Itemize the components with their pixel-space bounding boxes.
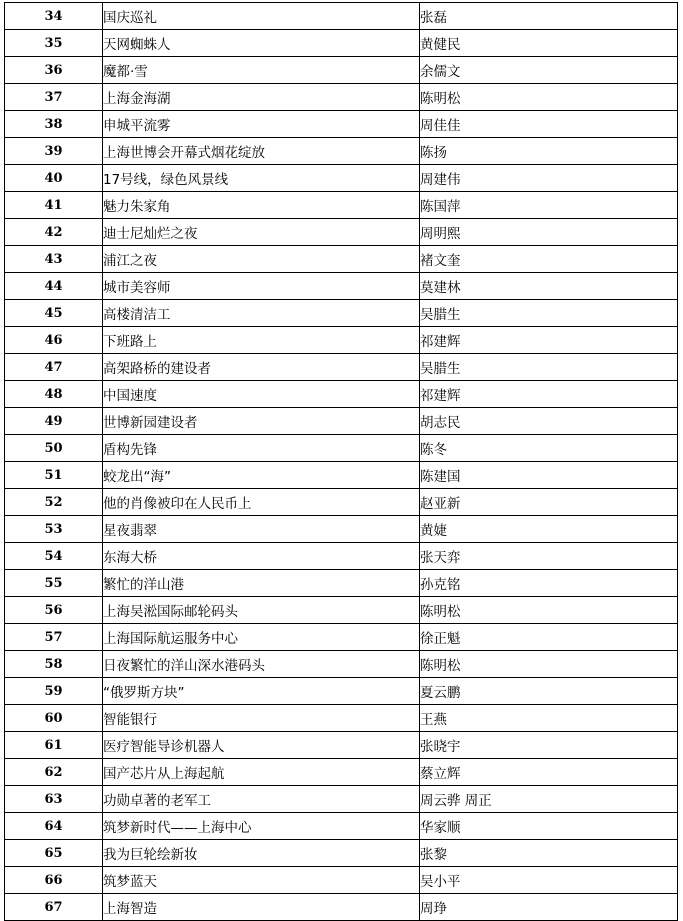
- entry-number-cell: 53: [5, 516, 103, 543]
- entry-title-cell: 国产芯片从上海起航: [103, 759, 420, 786]
- entry-title-cell: 上海金海湖: [103, 84, 420, 111]
- entry-number-cell: 40: [5, 165, 103, 192]
- table-row: [5, 840, 678, 867]
- entry-number-cell: 37: [5, 84, 103, 111]
- entry-title-cell: 魅力朱家角: [103, 192, 420, 219]
- entry-title-cell: 上海吴淞国际邮轮码头: [103, 597, 420, 624]
- entry-number-cell: 65: [5, 840, 103, 867]
- entry-title-cell: 筑梦蓝天: [103, 867, 420, 894]
- entry-number-cell: 34: [5, 3, 103, 30]
- entry-number-cell: 46: [5, 327, 103, 354]
- table-row: [5, 327, 678, 354]
- table-row: [5, 273, 678, 300]
- entry-title-cell: 上海世博会开幕式烟花绽放: [103, 138, 420, 165]
- entry-title-cell: 我为巨轮绘新妆: [103, 840, 420, 867]
- entry-number-cell: 54: [5, 543, 103, 570]
- entry-number-cell: 61: [5, 732, 103, 759]
- entry-author-cell: 周明熙: [420, 219, 678, 246]
- entry-number-cell: 58: [5, 651, 103, 678]
- entry-number-cell: 39: [5, 138, 103, 165]
- entry-author-cell: 吴腊生: [420, 354, 678, 381]
- entry-author-cell: 张晓宇: [420, 732, 678, 759]
- entry-title-cell: 蛟龙出“海”: [103, 462, 420, 489]
- entry-title-cell: 筑梦新时代——上海中心: [103, 813, 420, 840]
- entry-number-cell: 42: [5, 219, 103, 246]
- entry-title-cell: 下班路上: [103, 327, 420, 354]
- table-row: [5, 813, 678, 840]
- entry-title-cell: 盾构先锋: [103, 435, 420, 462]
- entry-author-cell: 吴腊生: [420, 300, 678, 327]
- table-row: [5, 570, 678, 597]
- entry-author-cell: 祁建辉: [420, 381, 678, 408]
- entry-title-cell: 智能银行: [103, 705, 420, 732]
- entry-number-cell: 56: [5, 597, 103, 624]
- entry-author-cell: 周建伟: [420, 165, 678, 192]
- table-row: [5, 516, 678, 543]
- entry-author-cell: 陈明松: [420, 651, 678, 678]
- entry-author-cell: 陈扬: [420, 138, 678, 165]
- table-row: [5, 651, 678, 678]
- table-row: [5, 462, 678, 489]
- table-row: [5, 246, 678, 273]
- entry-title-cell: 世博新园建设者: [103, 408, 420, 435]
- entry-title-cell: 东海大桥: [103, 543, 420, 570]
- entry-number-cell: 44: [5, 273, 103, 300]
- entry-number-cell: 62: [5, 759, 103, 786]
- entry-author-cell: 褚文奎: [420, 246, 678, 273]
- entry-number-cell: 36: [5, 57, 103, 84]
- entry-title-cell: 上海智造: [103, 894, 420, 921]
- entry-author-cell: 黄婕: [420, 516, 678, 543]
- entry-author-cell: 王燕: [420, 705, 678, 732]
- entry-author-cell: 华家顺: [420, 813, 678, 840]
- entry-author-cell: 蔡立辉: [420, 759, 678, 786]
- entry-title-cell: 浦江之夜: [103, 246, 420, 273]
- entry-number-cell: 50: [5, 435, 103, 462]
- entry-author-cell: 祁建辉: [420, 327, 678, 354]
- entry-author-cell: 陈建国: [420, 462, 678, 489]
- table-row: [5, 3, 678, 30]
- entry-number-cell: 64: [5, 813, 103, 840]
- table-row: [5, 705, 678, 732]
- entry-author-cell: 赵亚新: [420, 489, 678, 516]
- entry-author-cell: 徐正魁: [420, 624, 678, 651]
- table-row: [5, 192, 678, 219]
- entry-author-cell: 陈明松: [420, 597, 678, 624]
- table-row: [5, 867, 678, 894]
- table-row: [5, 597, 678, 624]
- entry-number-cell: 43: [5, 246, 103, 273]
- entry-title-cell: 他的肖像被印在人民币上: [103, 489, 420, 516]
- entry-title-cell: “俄罗斯方块”: [103, 678, 420, 705]
- entry-number-cell: 67: [5, 894, 103, 921]
- table-row: [5, 678, 678, 705]
- table-row: [5, 165, 678, 192]
- table-row: [5, 732, 678, 759]
- entry-number-cell: 59: [5, 678, 103, 705]
- entry-title-cell: 高架路桥的建设者: [103, 354, 420, 381]
- entry-author-cell: 夏云鹏: [420, 678, 678, 705]
- table-row: [5, 111, 678, 138]
- entry-title-cell: 医疗智能导诊机器人: [103, 732, 420, 759]
- entry-title-cell: 繁忙的洋山港: [103, 570, 420, 597]
- table-row: [5, 381, 678, 408]
- entry-author-cell: 莫建林: [420, 273, 678, 300]
- table-row: [5, 30, 678, 57]
- entry-title-cell: 中国速度: [103, 381, 420, 408]
- entry-number-cell: 48: [5, 381, 103, 408]
- entry-number-cell: 41: [5, 192, 103, 219]
- table-row: [5, 354, 678, 381]
- entry-number-cell: 66: [5, 867, 103, 894]
- entry-number-cell: 51: [5, 462, 103, 489]
- entry-number-cell: 63: [5, 786, 103, 813]
- entry-author-cell: 陈国萍: [420, 192, 678, 219]
- entry-number-cell: 47: [5, 354, 103, 381]
- entry-title-cell: 申城平流雾: [103, 111, 420, 138]
- entry-title-cell: 迪士尼灿烂之夜: [103, 219, 420, 246]
- entry-title-cell: 日夜繁忙的洋山深水港码头: [103, 651, 420, 678]
- entry-title-cell: 星夜翡翠: [103, 516, 420, 543]
- entry-author-cell: 周云骅 周正: [420, 786, 678, 813]
- table-row: [5, 786, 678, 813]
- entry-author-cell: 周佳佳: [420, 111, 678, 138]
- table-row: [5, 759, 678, 786]
- entry-author-cell: 余儒文: [420, 57, 678, 84]
- entry-number-cell: 52: [5, 489, 103, 516]
- entry-title-cell: 功勋卓著的老军工: [103, 786, 420, 813]
- entry-number-cell: 38: [5, 111, 103, 138]
- table-row: [5, 408, 678, 435]
- entry-title-cell: 高楼清洁工: [103, 300, 420, 327]
- entry-author-cell: 张磊: [420, 3, 678, 30]
- entry-title-cell: 17号线，绿色风景线: [103, 165, 420, 192]
- entry-author-cell: 陈冬: [420, 435, 678, 462]
- entry-number-cell: 35: [5, 30, 103, 57]
- entry-number-cell: 45: [5, 300, 103, 327]
- table-row: [5, 894, 678, 921]
- entry-title-cell: 国庆巡礼: [103, 3, 420, 30]
- entry-author-cell: 胡志民: [420, 408, 678, 435]
- entry-number-cell: 55: [5, 570, 103, 597]
- entry-title-cell: 魔都·雪: [103, 57, 420, 84]
- table-row: [5, 435, 678, 462]
- entry-title-cell: 城市美容师: [103, 273, 420, 300]
- entry-author-cell: 陈明松: [420, 84, 678, 111]
- table-row: [5, 489, 678, 516]
- entries-table: [4, 2, 678, 921]
- entry-title-cell: 上海国际航运服务中心: [103, 624, 420, 651]
- table-row: [5, 138, 678, 165]
- entry-author-cell: 周琤: [420, 894, 678, 921]
- table-row: [5, 57, 678, 84]
- entry-author-cell: 张黎: [420, 840, 678, 867]
- entry-author-cell: 张天弈: [420, 543, 678, 570]
- entries-table-body: [5, 3, 678, 921]
- table-row: [5, 219, 678, 246]
- entry-title-cell: 天网蜘蛛人: [103, 30, 420, 57]
- table-row: [5, 300, 678, 327]
- entry-author-cell: 孙克铭: [420, 570, 678, 597]
- entry-author-cell: 黄健民: [420, 30, 678, 57]
- entry-number-cell: 49: [5, 408, 103, 435]
- entry-author-cell: 吴小平: [420, 867, 678, 894]
- table-row: [5, 84, 678, 111]
- table-row: [5, 543, 678, 570]
- entry-number-cell: 60: [5, 705, 103, 732]
- entry-number-cell: 57: [5, 624, 103, 651]
- table-row: [5, 624, 678, 651]
